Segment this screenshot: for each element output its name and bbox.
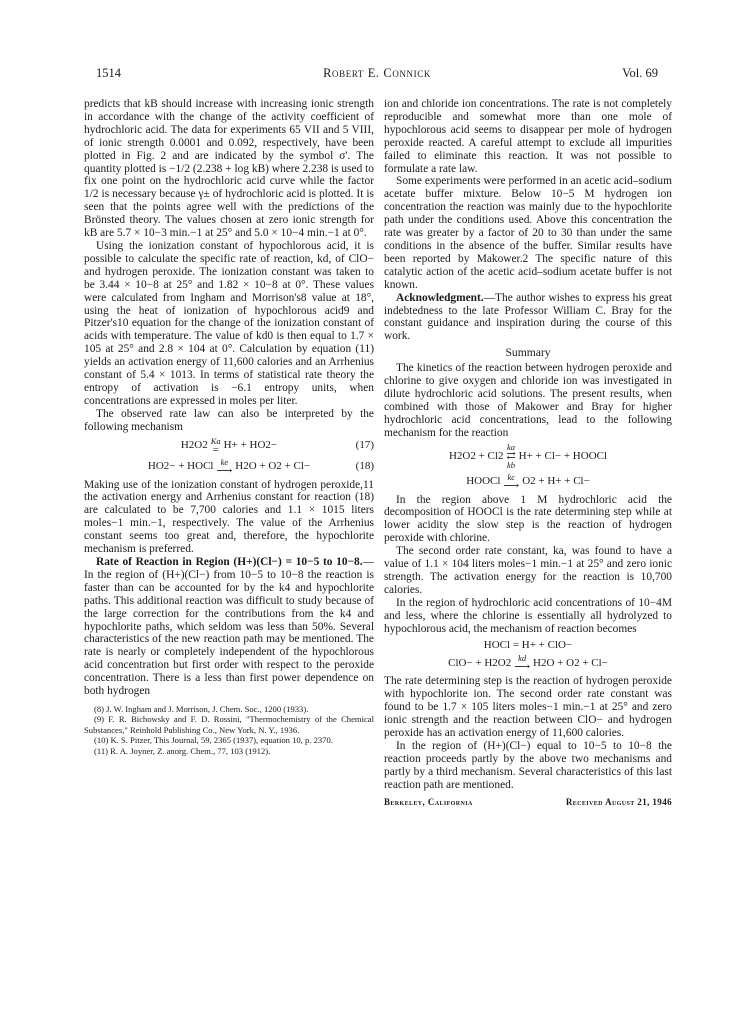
equation-lhs: H2O2 bbox=[180, 439, 208, 452]
page-number: 1514 bbox=[96, 66, 121, 80]
equation-rhs: H2O + O2 + Cl− bbox=[235, 460, 311, 473]
footnote: (11) R. A. Joyner, Z. anorg. Chem., 77, 103 (1912). bbox=[94, 745, 271, 756]
dateline bbox=[384, 796, 672, 809]
paragraph: predicts that kB should increase with increasing ionic strength in accordance with the change of the activity coefficient of hydrochloric acid. The data for experiments 65 VII and 5 VIII, of ionic strength 0.0001 and 0.092, respectively, have been plotted in Fig. 2 and are indicated by the symbol σ'. The quantity plotted is −1/2 (2.238 + log kB) where 2.238 is used to fix one point on the hydrochloric acid curve while the factor 1/2 is necessary because γ± of hydrochloric acid is plotted. It is seen that the points agree well with the predictions of the Brönsted theory. The values chosen at zero ionic strength for kB are 5.7 × 10−3 min.−1 at 25° and 5.0 × 10−4 min.−1 at 0°. bbox=[84, 98, 374, 240]
paragraph: The observed rate law can also be interpreted by the following mechanism bbox=[84, 407, 374, 433]
equation-lhs: HOOCl bbox=[466, 475, 501, 488]
equation-rhs: O2 + H+ + Cl− bbox=[522, 475, 590, 488]
equation-lhs: HO2− + HOCl bbox=[147, 460, 214, 473]
running-header bbox=[96, 66, 658, 82]
paragraph: Making use of the ionization constant of hydrogen peroxide,11 the activation energy and Arrhenius constant for reaction (18) are calculated to be 7,700 calories and 1.1 × 1015 liters moles−1 min.−1, respectively. The value of the Arrhenius constant seems too great and, therefore, the hypochlorite mechanism is preferred. bbox=[84, 478, 374, 556]
acknowledgment-heading: Acknowledgment. bbox=[396, 291, 484, 304]
equilibrium-sign: Ka = bbox=[210, 435, 221, 456]
equilibrium-arrows: ka ⇄ kb bbox=[506, 441, 516, 470]
equation-number: (18) bbox=[355, 460, 374, 473]
rate-constant-label: kc bbox=[507, 471, 516, 482]
equation-chlorine-equilibrium bbox=[384, 443, 672, 470]
footnote: (9) F. R. Bichowsky and F. D. Rossini, "Thermochemistry of the Chemical Substances," Reinhold Publishing Co., New York, N. Y., 1936. bbox=[84, 714, 374, 735]
rate-constant-label: ka bbox=[507, 441, 516, 452]
paragraph bbox=[384, 292, 672, 344]
equation-17 bbox=[84, 437, 374, 455]
rate-constant-label: kd bbox=[518, 653, 527, 664]
running-title: Robert E. Connick bbox=[323, 66, 431, 80]
equation-18 bbox=[84, 458, 374, 476]
paragraph: In the region of (H+)(Cl−) equal to 10−5 to 10−8 the reaction proceeds partly by the above two mechanisms and partly by a third mechanism. Several characteristics of this last reaction path are mentioned. bbox=[384, 739, 672, 791]
section-heading: Rate of Reaction in Region (H+)(Cl−) = 10−5 to 10−8. bbox=[96, 556, 363, 568]
paragraph: The second order rate constant, ka, was found to have a value of 1.1 × 104 liters moles−1 min.−1 at 25° and zero ionic strength. The activation energy for the reaction is 10,700 calories. bbox=[384, 545, 672, 596]
equation-hoocl-decomposition bbox=[384, 473, 672, 491]
paragraph: Some experiments were performed in an acetic acid–sodium acetate buffer mixture. Below 10−5 M hydrogen ion concentration the reaction was mainly due to the hypochlorite path under the conditions used. Above this concentration the rate was greater by a factor of 20 to 30 than under the same conditions in the absence of the buffer. Similar results have been reported by Makower.2 The specific nature of this catalytic action of the acetic acid–sodium acetate buffer is not known. bbox=[384, 175, 672, 291]
paragraph bbox=[84, 556, 374, 698]
equation-rhs: H2O + O2 + Cl− bbox=[533, 656, 608, 669]
affiliation-place: Berkeley, California bbox=[384, 796, 473, 807]
summary-heading: Summary bbox=[505, 346, 551, 360]
paragraph-text: —The author wishes to express his great indebtedness to the late Professor William C. Bray for the constant guidance and inspiration during the course of this work. bbox=[384, 291, 672, 343]
rate-constant-label: ke bbox=[220, 456, 229, 467]
footnote: (8) J. W. Ingham and J. Morrison, J. Chem. Soc., 1200 (1933). bbox=[94, 703, 309, 714]
footnote: (10) K. S. Pitzer, This Journal, 59, 2365 (1937), equation 10, p. 2370. bbox=[94, 735, 333, 746]
paragraph: ion and chloride ion concentrations. The rate is not completely reproducible and somewhat more than one mole of hypochlorous acid seems to disappear per mole of hydrogen peroxide reacted. A careful attempt to exclude all impurities failed to eliminate this reaction. It was not possible to formulate a rate law. bbox=[384, 98, 672, 175]
equation-lhs: ClO− + H2O2 bbox=[448, 656, 512, 669]
paragraph: In the region of hydrochloric acid concentrations of 10−4M and less, where the chlorine is essentially all hydrolyzed to hypochlorous acid, the mechanism of reaction becomes bbox=[384, 596, 672, 635]
rate-constant-label: Ka bbox=[210, 435, 221, 446]
paragraph: The rate determining step is the reaction of hydrogen peroxide with hypochlorite ion. The second order rate constant was found to be 1.7 × 105 liters moles−1 min.−1 at 25° and zero ionic strength and the reaction between ClO− and hydrogen peroxide has an activation energy of 11,600 calories. bbox=[384, 675, 672, 740]
received-date: Received August 21, 1946 bbox=[565, 796, 672, 807]
paragraph: The kinetics of the reaction between hydrogen peroxide and chlorine to give oxygen and chloride ion was investigated in dilute hydrochloric acid solutions. The present results, when combined with those of Makower and Bray for higher hydrochloric acid concentrations, lead to the following mechanism for the reaction bbox=[384, 362, 672, 439]
left-column bbox=[84, 98, 374, 756]
paragraph: In the region above 1 M hydrochloric acid the decomposition of HOOCl is the rate determining step while at lower acidity the slow step is the reaction of hydrogen peroxide with chlorine. bbox=[384, 493, 672, 545]
equation-hypochlorite-peroxide bbox=[384, 654, 672, 672]
paragraph-text: —In the region of (H+)(Cl−) from 10−5 to 10−8 the reaction is faster than can be accounted for by the k4 and hypochlorite paths. This additional reaction was difficult to study because of the large correction for the contributions from the k4 and hypochlorite paths, which seldom was less than 50%. Several characteristics of the new reaction path may be mentioned. The rate is nearly or completely independent of the hypochlorous acid concentration but first order with respect to the peroxide concentration. There is a less than first power dependence on both hydrogen bbox=[84, 556, 374, 698]
rate-constant-label: kb bbox=[507, 459, 516, 470]
reaction-arrow: kc ⟶ bbox=[503, 471, 520, 492]
equation-rhs: H+ + Cl− + HOOCl bbox=[518, 449, 608, 462]
equation-hypochlorous-ionization bbox=[384, 639, 672, 652]
footnotes bbox=[84, 704, 374, 757]
equation-rhs: H+ + HO2− bbox=[223, 439, 278, 452]
equation-text: HOCl = H+ + ClO− bbox=[483, 638, 573, 651]
reaction-arrow: ke ⟶ bbox=[216, 456, 233, 477]
equation-number: (17) bbox=[355, 439, 374, 452]
equation-lhs: H2O2 + Cl2 bbox=[448, 449, 504, 462]
reaction-arrow: kd ⟶ bbox=[514, 653, 531, 674]
paragraph: Using the ionization constant of hypochlorous acid, it is possible to calculate the specific rate of reaction, kd, of ClO− and hydrogen peroxide. The ionization constant was taken to be 3.44 × 10−8 at 25° and 1.82 × 10−8 at 0°. These values were calculated from Ingham and Morrison's8 value at 18°, using the heat of ionization of hypochlorous acid9 and Pitzer's10 equation for the change of the ionization constant of acids with temperature. The value of kd0 is then equal to 1.7 × 105 at 25° and 2.8 × 104 at 0°. Calculation by equation (11) yields an activation energy of 11,600 calories and an Arrhenius constant of 5.4 × 1013. In terms of statistical rate theory the entropy of activation is −6.1 entropy units, when concentrations are expressed in moles per liter. bbox=[84, 239, 374, 407]
right-column bbox=[384, 98, 672, 809]
volume-label: Vol. 69 bbox=[622, 66, 658, 80]
